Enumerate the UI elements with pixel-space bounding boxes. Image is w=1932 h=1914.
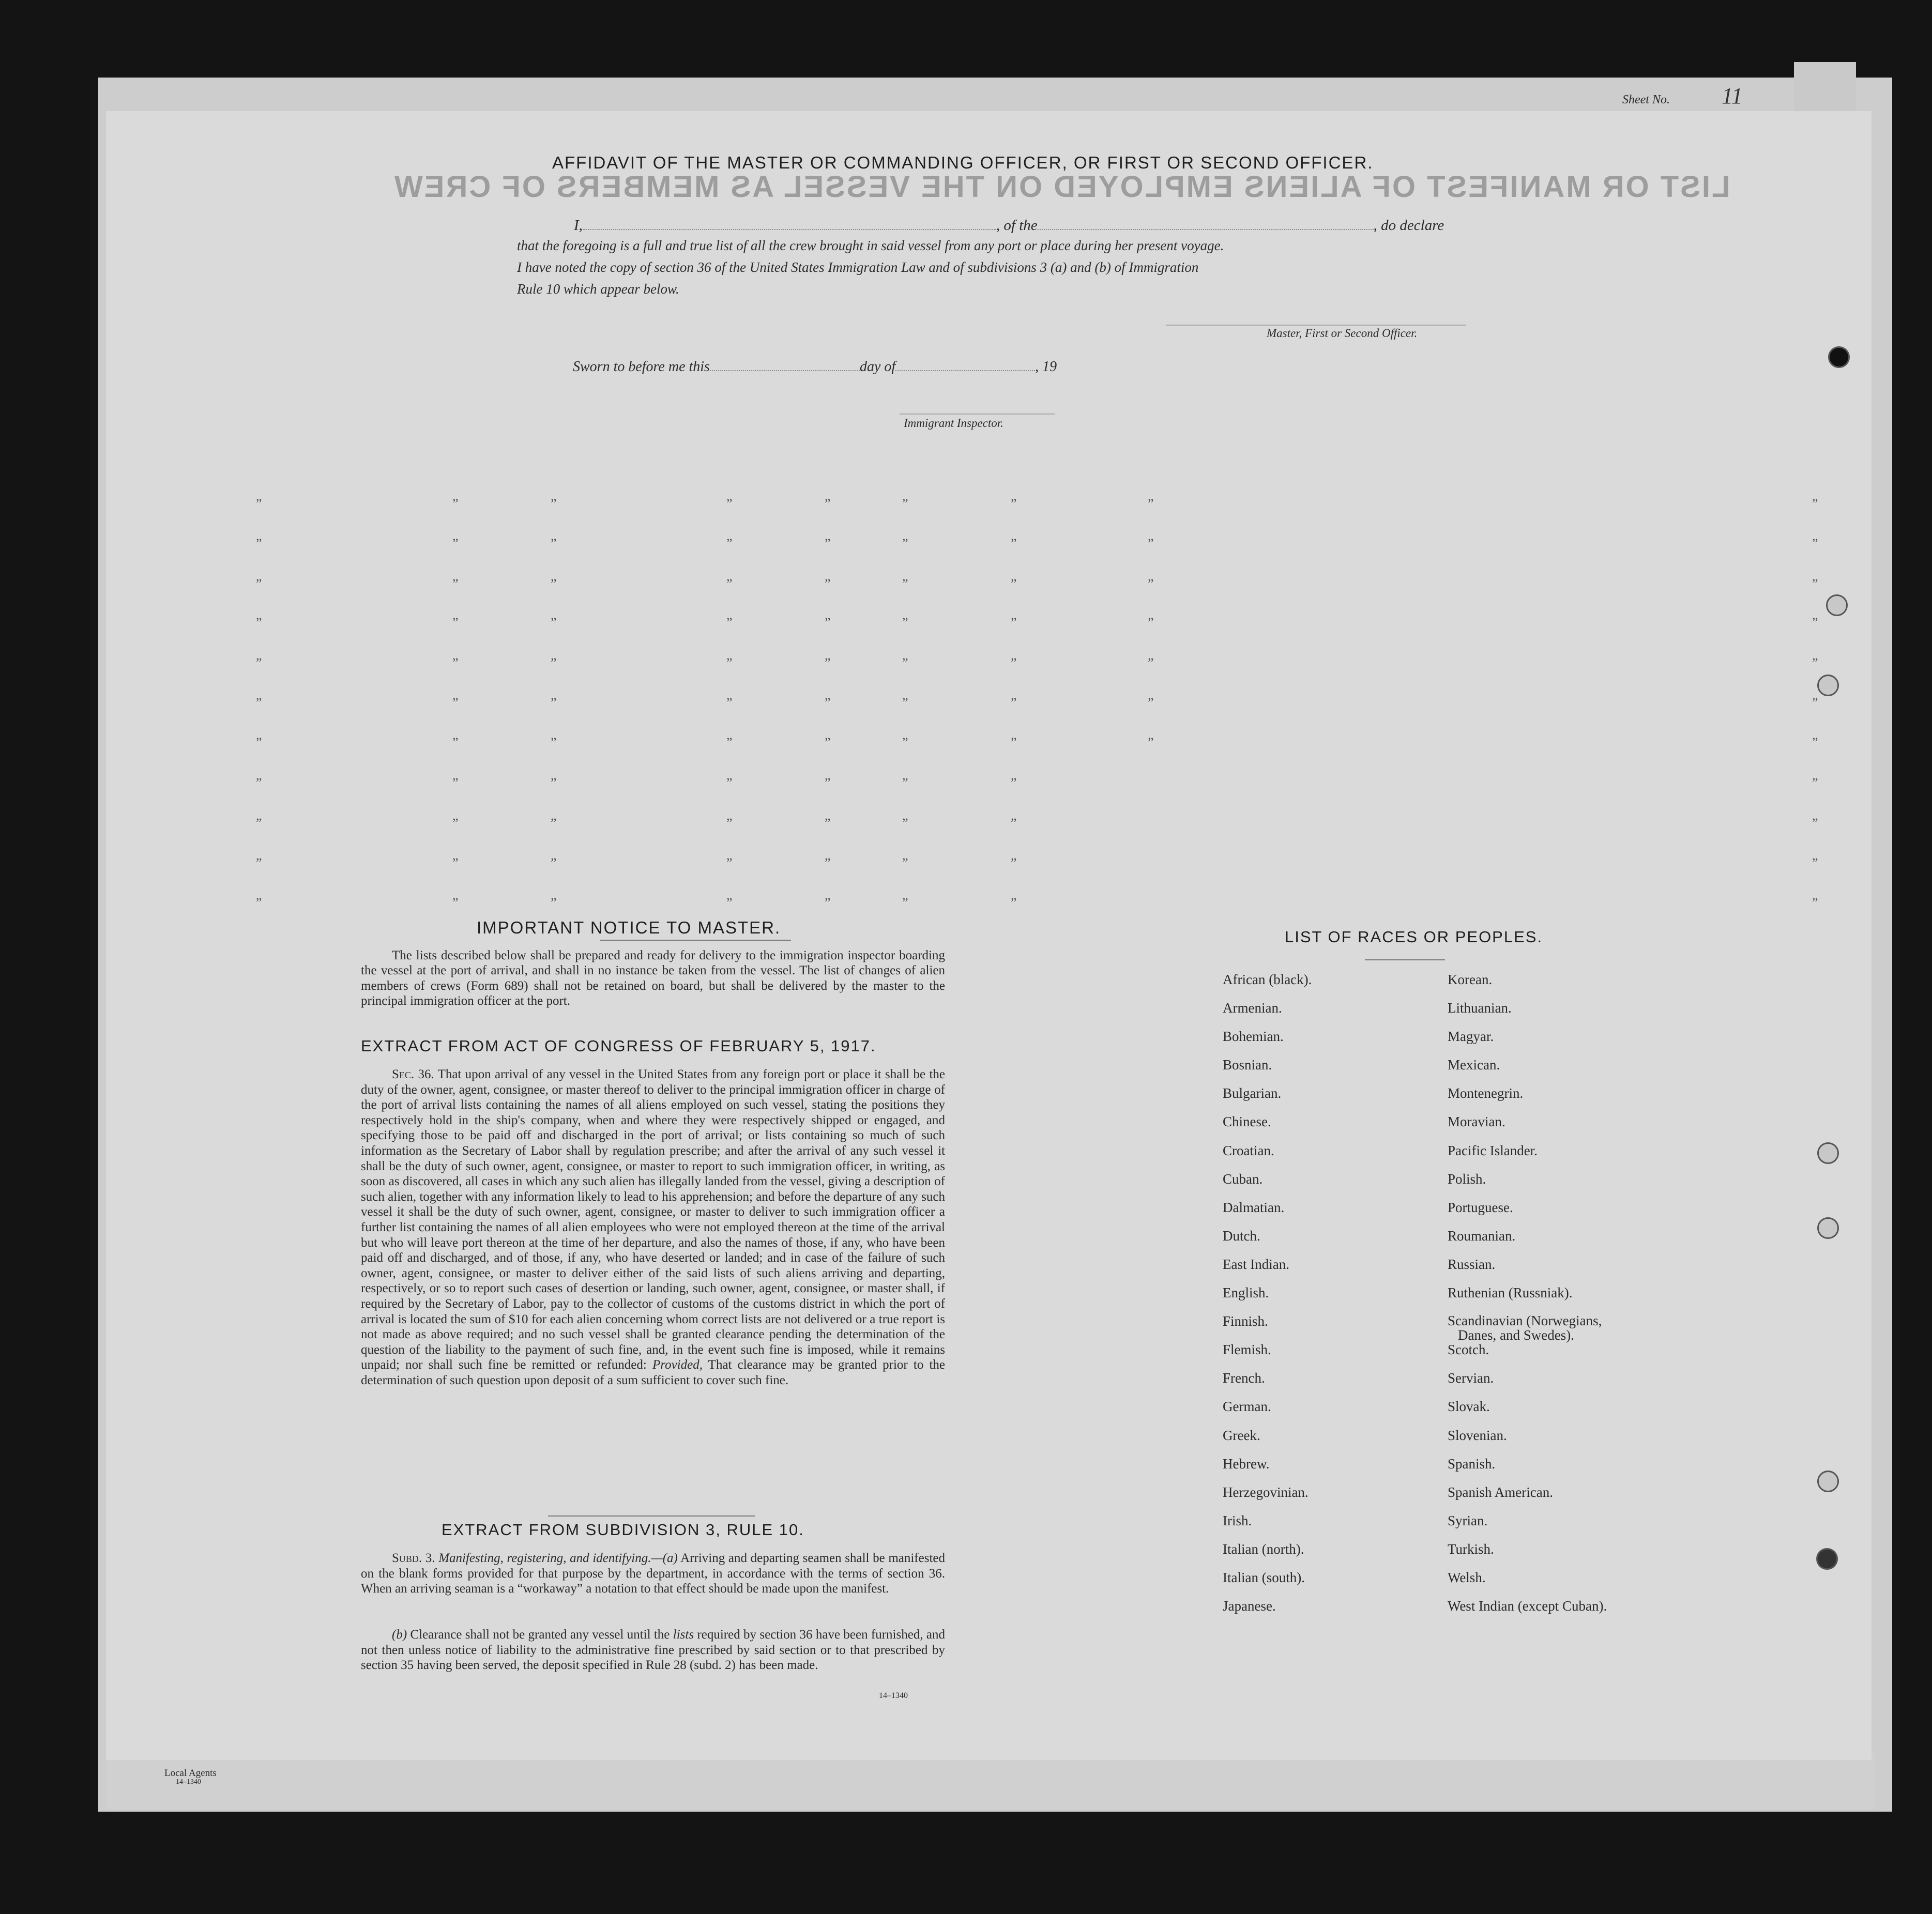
ditto-mark: ” <box>1812 695 1818 710</box>
act-extract-body: Sec. 36. That upon arrival of any vessel in the United States from any foreign port or place it shall be the duty of the owner, agent, consignee, or master thereof to deliver to the principal immigration officer in charge of the port of arrival lists containing the names of all aliens employed on such vessel, stating the positions they respectively hold in the ship's company, when and where they were respectively shipped or engaged, and specifying those to be paid off and discharged in the port of arrival; or lists containing so much of such information as the Secretary of Labor shall by regulation prescribe; and after the arrival of any such vessel it shall be the duty of such owner, agent, consignee, or master to report to such immigration officer, in writing, as soon as discovered, all cases in which any such alien has illegally landed from the vessel, giving a description of such alien, together with any information likely to lead to his apprehension; and before the departure of any such vessel it shall be the duty of such owner, agent, consignee, or master to deliver to such immigration officer a further list containing the names of all alien employees who were not employed thereon at the time of the arrival but who will leave port thereon at the time of her departure, and also the names of those, if any, who have been paid off and discharged, and of those, if any, who have deserted or landed; and in case of the failure of such owner, agent, consignee, or master to deliver either of the said lists of such aliens arriving and departing, respectively, or so to report such cases of desertion or landing, such owner, agent, consignee, or master shall, if required by the Secretary of Labor, pay to the collector of customs of the customs district in which the port of arrival is located the sum of $10 for each alien concerning whom correct lists are not delivered or a true report is not made as above required; and no such vessel shall be granted clearance pending the determination of the question of the liability to the payment of such fine, and, in the event such fine is imposed, while it remains unpaid; nor shall such fine be remitted or refunded: Provided, That clearance may be granted prior to the determination of such question upon deposit of a sum sufficient to cover such fine. <box>361 1067 945 1387</box>
punch-hole <box>1826 594 1848 616</box>
race-entry: Slovak. <box>1448 1399 1490 1415</box>
ditto-mark: ” <box>1148 615 1154 630</box>
ditto-mark: ” <box>452 615 459 630</box>
race-entry: Hebrew. <box>1223 1456 1270 1472</box>
affidavit-line-2: that the foregoing is a full and true list of all the crew brought in said vessel from any port or place during her present voyage. <box>517 238 1224 253</box>
affidavit-line-1: I, , of the , do declare <box>574 217 1444 234</box>
section-label: Sec. 36. <box>392 1067 434 1081</box>
ditto-mark: ” <box>551 775 557 790</box>
ditto-mark: ” <box>1148 695 1154 710</box>
races-title: LIST OF RACES OR PEOPLES. <box>1285 928 1543 946</box>
affidavit-line-4: Rule 10 which appear below. <box>517 281 679 297</box>
race-entry: Irish. <box>1223 1512 1252 1528</box>
race-entry: Scotch. <box>1448 1342 1489 1358</box>
ditto-mark: ” <box>902 576 908 591</box>
ditto-mark: ” <box>256 655 262 670</box>
race-entry: Polish. <box>1448 1171 1486 1187</box>
ditto-mark: ” <box>452 496 459 511</box>
race-entry: Greek. <box>1223 1427 1260 1443</box>
ditto-mark: ” <box>256 775 262 790</box>
ditto-mark: ” <box>256 576 262 591</box>
race-entry: East Indian. <box>1223 1256 1289 1272</box>
sheet-no-label: Sheet No. <box>1622 93 1670 106</box>
race-entry: Magyar. <box>1448 1029 1494 1045</box>
ditto-mark: ” <box>1011 615 1017 630</box>
races-title-underline <box>1365 959 1445 960</box>
ditto-mark: ” <box>825 496 831 511</box>
race-entry: Welsh. <box>1448 1569 1486 1585</box>
ditto-mark: ” <box>452 655 459 670</box>
ditto-mark: ” <box>902 496 908 511</box>
ditto-mark: ” <box>1011 655 1017 670</box>
ditto-mark: ” <box>825 695 831 710</box>
ditto-mark: ” <box>551 895 557 910</box>
race-entry: Scandinavian (Norwegians, Danes, and Swedes). <box>1448 1313 1602 1343</box>
race-entry: Italian (south). <box>1223 1569 1305 1585</box>
ditto-mark: ” <box>256 695 262 710</box>
ditto-mark: ” <box>1812 816 1818 831</box>
ditto-mark: ” <box>1148 536 1154 551</box>
master-signature-caption: Master, First or Second Officer. <box>1267 327 1418 340</box>
bottom-sheet-strip <box>106 1752 1874 1809</box>
ditto-mark: ” <box>825 895 831 910</box>
ditto-mark: ” <box>1011 496 1017 511</box>
ditto-mark: ” <box>825 855 831 870</box>
race-entry: Slovenian. <box>1448 1427 1507 1443</box>
ditto-mark: ” <box>1011 735 1017 750</box>
ditto-mark: ” <box>1812 735 1818 750</box>
bleed-through-title: LIST OR MANIFEST OF ALIENS EMPLOYED ON THE VESSEL AS MEMBERS OF CREW <box>393 170 1730 204</box>
race-entry: Chinese. <box>1223 1114 1271 1130</box>
master-signature-line <box>1166 325 1466 326</box>
race-entry: Herzegovinian. <box>1223 1484 1309 1500</box>
footer-form-number: 14–1340 <box>176 1778 201 1786</box>
race-entry: Dutch. <box>1223 1228 1260 1244</box>
ditto-mark: ” <box>256 735 262 750</box>
notice-body: The lists described below shall be prepared and ready for delivery to the immigration inspector boarding the vessel at the port of arrival, and shall in no instance be taken from the vessel. The list of changes of alien members of crews (Form 689) shall not be retained on board, but shall be delivered by the master to the principal immigration officer at the port. <box>361 948 945 1008</box>
race-entry: Montenegrin. <box>1448 1085 1524 1101</box>
ditto-mark: ” <box>256 615 262 630</box>
ditto-mark: ” <box>726 895 733 910</box>
race-entry: Dalmatian. <box>1223 1199 1285 1215</box>
ditto-mark: ” <box>726 816 733 831</box>
ditto-mark: ” <box>452 695 459 710</box>
ditto-mark: ” <box>1812 576 1818 591</box>
ditto-mark: ” <box>551 695 557 710</box>
ditto-mark: ” <box>1011 816 1017 831</box>
affidavit-line-3: I have noted the copy of section 36 of the United States Immigration Law and of subdivisions 3 (a) and (b) of Immigration <box>517 259 1199 275</box>
punch-hole <box>1828 346 1850 368</box>
ditto-mark: ” <box>902 775 908 790</box>
rule-extract-subd-a: Subd. 3. Manifesting, registering, and identifying.—(a) Arriving and departing seamen shall be manifested on the blank forms provided for that purpose by the department, in accordance with the terms of section 36. When an arriving seaman is a “workaway” a notation to that effect should be made upon the manifest. <box>361 1551 946 1596</box>
sworn-line: Sworn to before me this day of , 19 <box>573 359 1057 375</box>
race-entry: Spanish. <box>1448 1456 1496 1472</box>
ditto-mark: ” <box>551 816 557 831</box>
ditto-mark: ” <box>1011 775 1017 790</box>
race-entry: English. <box>1223 1285 1269 1301</box>
ditto-mark: ” <box>726 615 733 630</box>
ditto-mark: ” <box>1148 655 1154 670</box>
race-entry: Bohemian. <box>1223 1029 1284 1045</box>
act-extract-title: EXTRACT FROM ACT OF CONGRESS OF FEBRUARY 5, 1917. <box>361 1037 876 1055</box>
ditto-mark: ” <box>726 695 733 710</box>
ditto-mark: ” <box>726 775 733 790</box>
ditto-mark: ” <box>1148 576 1154 591</box>
section-divider <box>548 1515 755 1517</box>
ditto-mark: ” <box>1011 576 1017 591</box>
notice-title-underline <box>600 940 791 941</box>
race-entry-continuation: Danes, and Swedes). <box>1458 1327 1574 1343</box>
ditto-mark: ” <box>551 615 557 630</box>
race-entry: German. <box>1223 1399 1271 1415</box>
race-entry: Portuguese. <box>1448 1199 1513 1215</box>
races-right-column <box>1448 972 1607 1627</box>
ditto-mark: ” <box>452 855 459 870</box>
ditto-mark: ” <box>902 735 908 750</box>
ditto-mark: ” <box>452 735 459 750</box>
ditto-mark: ” <box>1011 855 1017 870</box>
ditto-mark: ” <box>1148 735 1154 750</box>
race-entry: Armenian. <box>1223 1000 1282 1016</box>
ditto-mark: ” <box>825 576 831 591</box>
ditto-mark: ” <box>1812 496 1818 511</box>
ditto-mark: ” <box>256 536 262 551</box>
punch-hole <box>1817 1142 1839 1164</box>
form-number: 14–1340 <box>879 1691 908 1700</box>
race-entry: Italian (north). <box>1223 1541 1304 1557</box>
race-entry: Bosnian. <box>1223 1057 1272 1073</box>
ditto-mark: ” <box>902 895 908 910</box>
inspector-signature-line <box>900 414 1055 415</box>
ditto-mark: ” <box>1812 855 1818 870</box>
ditto-mark: ” <box>1812 536 1818 551</box>
ditto-mark: ” <box>825 655 831 670</box>
ditto-mark: ” <box>825 536 831 551</box>
ditto-mark: ” <box>902 536 908 551</box>
ditto-mark: ” <box>551 735 557 750</box>
ditto-mark: ” <box>256 895 262 910</box>
race-entry: Japanese. <box>1223 1598 1276 1614</box>
ditto-mark: ” <box>1011 695 1017 710</box>
ditto-mark: ” <box>902 855 908 870</box>
ditto-mark: ” <box>726 655 733 670</box>
punch-hole <box>1816 1548 1838 1570</box>
ditto-mark: ” <box>1812 895 1818 910</box>
ditto-mark: ” <box>256 496 262 511</box>
ditto-mark: ” <box>452 775 459 790</box>
ditto-mark: ” <box>452 576 459 591</box>
ditto-mark: ” <box>452 536 459 551</box>
ditto-mark: ” <box>902 655 908 670</box>
ditto-mark: ” <box>1148 496 1154 511</box>
inspector-signature-caption: Immigrant Inspector. <box>904 417 1003 430</box>
ditto-mark: ” <box>551 536 557 551</box>
sheet-no-value: 11 <box>1722 83 1743 109</box>
ditto-mark: ” <box>1812 775 1818 790</box>
ditto-mark: ” <box>551 496 557 511</box>
ditto-mark: ” <box>551 655 557 670</box>
ditto-mark: ” <box>452 895 459 910</box>
race-entry: Roumanian. <box>1448 1228 1516 1244</box>
race-entry: Mexican. <box>1448 1057 1500 1073</box>
race-entry: Bulgarian. <box>1223 1085 1282 1101</box>
race-entry: Ruthenian (Russniak). <box>1448 1285 1573 1301</box>
race-entry: Turkish. <box>1448 1541 1494 1557</box>
punch-hole <box>1817 1217 1839 1239</box>
ditto-mark: ” <box>256 855 262 870</box>
ditto-mark: ” <box>1011 895 1017 910</box>
punch-hole <box>1817 1471 1839 1492</box>
race-entry: Servian. <box>1448 1370 1494 1386</box>
race-entry: Pacific Islander. <box>1448 1142 1538 1158</box>
race-entry: African (black). <box>1223 972 1312 987</box>
ditto-mark: ” <box>1011 536 1017 551</box>
ditto-mark: ” <box>825 735 831 750</box>
punch-hole <box>1817 675 1839 696</box>
ditto-mark: ” <box>1812 615 1818 630</box>
ditto-mark: ” <box>825 775 831 790</box>
race-entry: Moravian. <box>1448 1114 1505 1130</box>
ditto-mark: ” <box>902 695 908 710</box>
ditto-mark: ” <box>726 576 733 591</box>
race-entry: Cuban. <box>1223 1171 1263 1187</box>
ditto-mark: ” <box>726 536 733 551</box>
race-entry: Flemish. <box>1223 1342 1271 1358</box>
race-entry: Russian. <box>1448 1256 1496 1272</box>
rule-extract-title: EXTRACT FROM SUBDIVISION 3, RULE 10. <box>442 1521 804 1539</box>
ditto-mark: ” <box>551 576 557 591</box>
affidavit-title: AFFIDAVIT OF THE MASTER OR COMMANDING OFFICER, OR FIRST OR SECOND OFFICER. <box>552 153 1374 172</box>
ditto-mark: ” <box>825 615 831 630</box>
race-entry: Spanish American. <box>1448 1484 1553 1500</box>
race-entry: Syrian. <box>1448 1512 1488 1528</box>
notice-title: IMPORTANT NOTICE TO MASTER. <box>477 918 781 937</box>
ditto-mark: ” <box>902 615 908 630</box>
ditto-mark: ” <box>1812 655 1818 670</box>
race-entry: Korean. <box>1448 972 1493 987</box>
rule-extract-subd-b: (b) Clearance shall not be granted any vessel until the lists required by section 36 have been furnished, and not then unless notice of liability to the administrative fine prescribed by said section or to that prescribed by section 35 having been served, the deposit specified in Rule 28 (subd. 2) has been made. <box>361 1628 946 1673</box>
ditto-mark: ” <box>902 816 908 831</box>
ditto-mark: ” <box>551 855 557 870</box>
ditto-mark: ” <box>825 816 831 831</box>
ditto-mark: ” <box>726 855 733 870</box>
local-agents-label: Local Agents <box>164 1768 217 1779</box>
race-entry: West Indian (except Cuban). <box>1448 1598 1607 1614</box>
ditto-mark: ” <box>452 816 459 831</box>
race-entry: Lithuanian. <box>1448 1000 1512 1016</box>
race-entry: Finnish. <box>1223 1313 1268 1329</box>
race-entry: Croatian. <box>1223 1142 1274 1158</box>
race-entry: French. <box>1223 1370 1265 1386</box>
races-left-column <box>1223 972 1312 1627</box>
ditto-mark: ” <box>726 496 733 511</box>
ditto-mark: ” <box>726 735 733 750</box>
ditto-mark: ” <box>256 816 262 831</box>
